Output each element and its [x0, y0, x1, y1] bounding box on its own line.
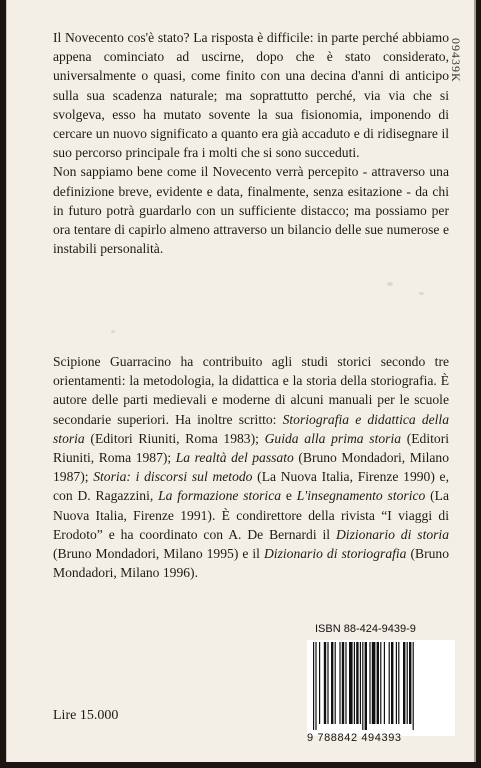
barcode-bar [413, 642, 414, 730]
barcode-bar [362, 642, 363, 730]
blurb-text [53, 28, 449, 258]
catalog-code: 09439K [449, 38, 463, 83]
barcode-bar [324, 642, 326, 724]
barcode-bar [345, 642, 346, 724]
author-bio [53, 352, 449, 582]
barcode-bar [360, 642, 361, 724]
barcode-bar [315, 642, 316, 730]
barcode-bar [342, 642, 344, 724]
barcode-bar [327, 642, 328, 724]
barcode-bar [354, 642, 355, 724]
barcode [307, 640, 455, 744]
barcode-bar [369, 642, 370, 724]
barcode-bar [407, 642, 408, 724]
barcode-bar [331, 642, 333, 724]
barcode-icon [311, 642, 451, 730]
barcode-bar [319, 642, 320, 724]
author-bio-paragraph: Scipione Guarracino ha contribuito agli studi storici secondo tre orientamenti: la metodologia, la didattica e la storia della storiografia. È autore delle parti medievali e moderne di alcuni manuali per le scuole secondarie superiori. Ha inoltre scritto: Storiografia e didattica della storia (Editori Riuniti, Roma 1983); Guida alla prima storia (Editori Riuniti, Roma 1987); La realtà del passato (Bruno Mondadori, Milano 1987); Storia: i discorsi sul metodo (La Nuova Italia, Firenze 1990) e, con D. Ragazzini, La formazione storica e L'insegnamento storico (La Nuova Italia, Firenze 1991). È condirettore della rivista “I viaggi di Erodoto” e ha coordinato con A. De Bernardi il Dizionario di storia (Bruno Mondadori, Milano 1995) e il Dizionario di storiografia (Bruno Mondadori, Milano 1996). [53, 354, 450, 581]
barcode-bar [403, 642, 405, 724]
barcode-bar [391, 642, 393, 724]
barcode-bar [349, 642, 353, 724]
barcode-bar [396, 642, 397, 724]
barcode-bar [365, 642, 367, 730]
barcode-bar [335, 642, 336, 724]
barcode-bar [398, 642, 399, 724]
price: Lire 15.000 [53, 708, 119, 723]
barcode-bar [313, 642, 314, 730]
isbn-label: ISBN 88-424-9439-9 [315, 623, 416, 635]
blurb-paragraph-1: Il Novecento cos'è stato? La risposta è difficile: in parte perché abbiamo appena cominciato ad uscirne, dopo che è stato considerato, universalmente o quasi, come finito con una decina d'anni di anticipo sulla sua scadenza naturale; ma soprattutto perché, via via che si svolgeva, esso ha mutato sovente la sua fisionomia, imponendo di cercare un nuovo significato a quanto era già accaduto e di ridisegnare il suo percorso principale fra i molti che si sono succeduti. [53, 30, 449, 161]
barcode-bar [377, 642, 379, 724]
barcode-bar [356, 642, 358, 724]
barcode-bar [409, 642, 411, 724]
barcode-number: 9 788842 494393 [307, 732, 402, 744]
barcode-bar [389, 642, 390, 724]
back-cover [6, 0, 476, 762]
barcode-bar [380, 642, 381, 724]
barcode-bar [372, 642, 376, 724]
blurb-paragraph-2: Non sappiamo bene come il Novecento verrà percepito - attraverso una definizione breve, evidente e data, finalmente, senza esitazione - da chi in futuro potrà guardarlo con un sufficiente distacco; ma possiamo per ora tentare di capirlo almeno attraverso un bilancio delle sue numerose e instabili personalità. [53, 164, 449, 257]
barcode-bar [384, 642, 385, 724]
barcode-bar [339, 642, 340, 724]
